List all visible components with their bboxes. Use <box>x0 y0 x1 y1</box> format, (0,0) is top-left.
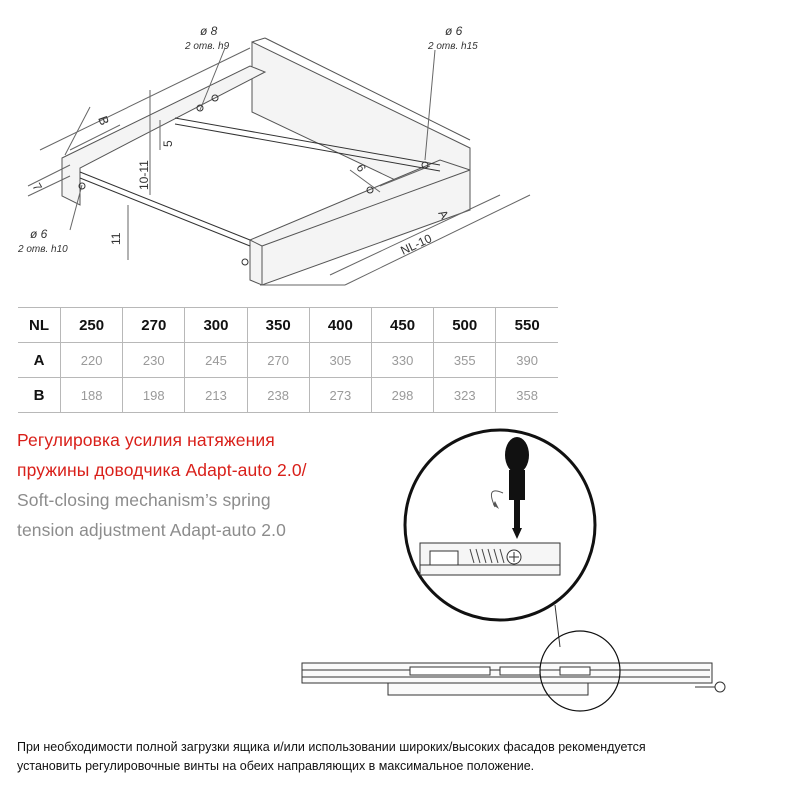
table-header-cell: 350 <box>247 308 309 343</box>
table-cell: 213 <box>185 378 247 413</box>
adjustment-diagram <box>290 415 750 745</box>
table-cell: 330 <box>371 343 433 378</box>
table-cell: 198 <box>123 378 185 413</box>
table-cell: 238 <box>247 378 309 413</box>
dimension-5: 5 <box>161 140 175 147</box>
table-cell: 358 <box>496 378 558 413</box>
dimension-a: A <box>435 207 452 222</box>
table-header-cell: 300 <box>185 308 247 343</box>
magnifier-circle <box>405 430 595 620</box>
table-cell: 230 <box>123 343 185 378</box>
note-line2: установить регулировочные винты на обеих направляющих в максимальное положение. <box>17 759 535 773</box>
right-hole-diameter: ø 6 <box>445 24 463 38</box>
table-header-cell: 500 <box>434 308 496 343</box>
table-cell: 273 <box>309 378 371 413</box>
left-hole-diameter: ø 6 <box>30 227 48 241</box>
table-cell: 355 <box>434 343 496 378</box>
table-header-cell: 270 <box>123 308 185 343</box>
table-row-label: B <box>18 378 61 413</box>
table-cell: 270 <box>247 343 309 378</box>
table-header-nl: NL <box>18 308 61 343</box>
dimension-10-11: 10-11 <box>137 160 151 190</box>
table-row-label: A <box>18 343 61 378</box>
table-cell: 188 <box>61 378 123 413</box>
table-cell: 298 <box>371 378 433 413</box>
note-line1: При необходимости полной загрузки ящика и/или использовании широких/высоких фасадов рекомендуется <box>17 740 646 754</box>
right-hole-note: 2 отв. h15 <box>428 41 478 52</box>
top-hole-diameter: ø 8 <box>200 24 218 38</box>
screw-hole <box>242 259 248 265</box>
dimension-11: 11 <box>109 232 123 245</box>
title-ru-line2: пружины доводчика Adapt-auto 2.0/ <box>17 460 307 480</box>
size-table <box>18 307 558 413</box>
table-header-cell: 250 <box>61 308 123 343</box>
drawer-runner <box>302 663 725 695</box>
bottom-note <box>17 738 792 776</box>
title-en-line1: Soft-closing mechanism’s spring <box>17 490 271 510</box>
table-cell: 245 <box>185 343 247 378</box>
table-cell: 390 <box>496 343 558 378</box>
table-row-b <box>18 378 558 413</box>
top-hole-note: 2 отв. h9 <box>185 41 230 52</box>
left-side-panel <box>62 66 265 205</box>
table-header-cell: 550 <box>496 308 558 343</box>
table-cell: 323 <box>434 378 496 413</box>
dimension-nl: NL-10 <box>398 231 434 258</box>
table-row-a <box>18 343 558 378</box>
drawer-mounting-diagram <box>0 0 800 300</box>
front-panel <box>250 160 470 285</box>
table-cell: 305 <box>309 343 371 378</box>
dimension-6: 6 <box>353 161 369 175</box>
table-cell: 220 <box>61 343 123 378</box>
title-en-line2: tension adjustment Adapt-auto 2.0 <box>17 520 286 540</box>
table-header-row <box>18 308 558 343</box>
dimension-7: 7 <box>29 180 45 194</box>
dimension-b: B <box>95 113 113 128</box>
title-ru-line1: Регулировка усилия натяжения <box>17 430 275 450</box>
left-hole-note: 2 отв. h10 <box>18 244 68 255</box>
table-header-cell: 450 <box>371 308 433 343</box>
table-header-cell: 400 <box>309 308 371 343</box>
